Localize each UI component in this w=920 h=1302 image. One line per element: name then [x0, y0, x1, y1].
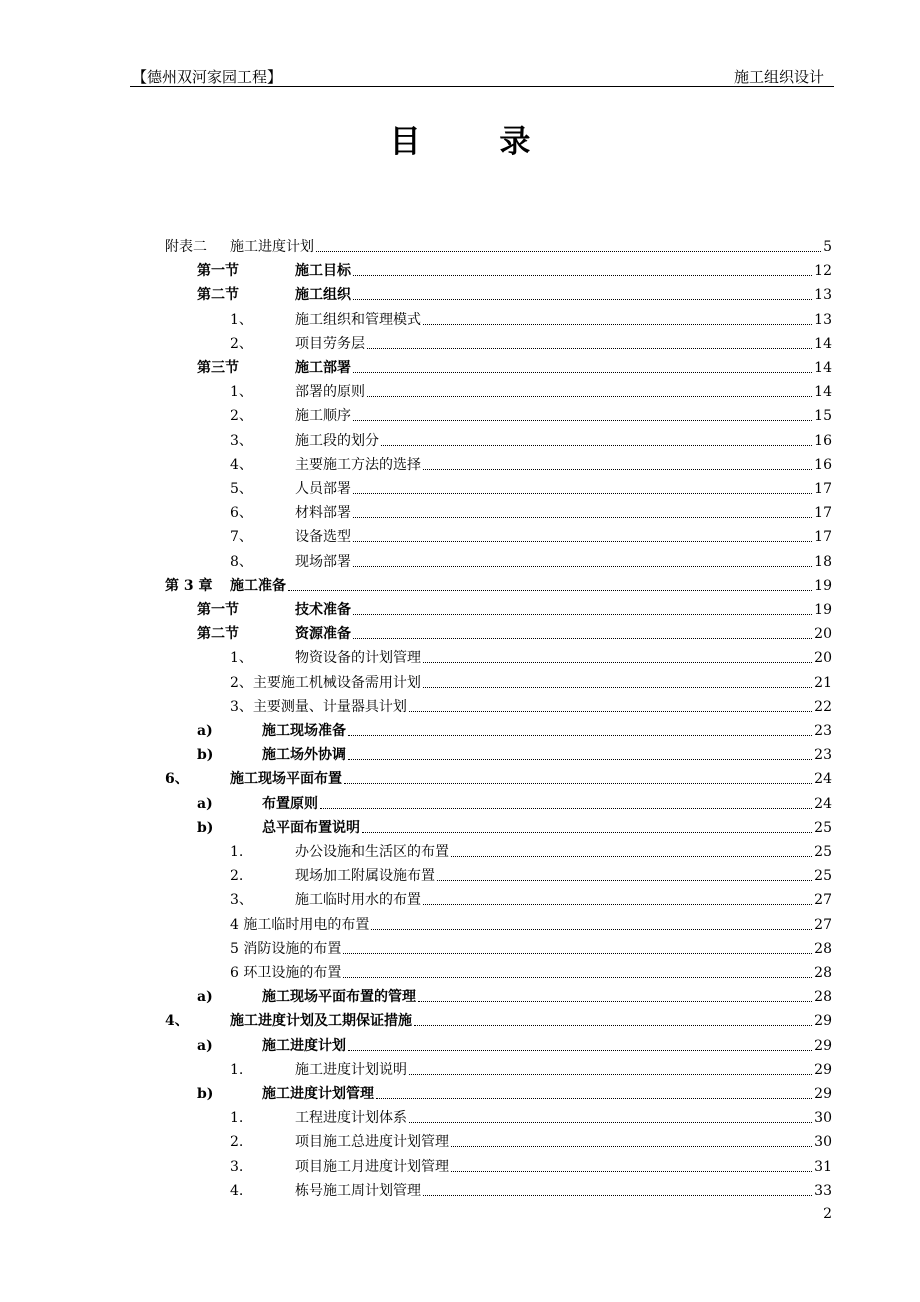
running-header [130, 64, 834, 87]
toc-entry-title: 总平面布置说明 [262, 819, 360, 836]
toc-entry-number: 1、 [230, 311, 253, 328]
toc-entry[interactable] [230, 426, 832, 450]
toc-entry-title: 工程进度计划体系 [295, 1110, 407, 1127]
toc-dot-leader [423, 649, 812, 667]
toc-entry-title: 技术准备 [295, 602, 351, 618]
toc-entry-number: 1、 [230, 384, 253, 401]
toc-entry-number: 7、 [230, 529, 253, 546]
toc-entry-number: 1、 [230, 650, 253, 667]
toc-entry-page: 29 [814, 1086, 832, 1102]
toc-entry-title: 施工进度计划管理 [262, 1086, 374, 1102]
toc-entry-page: 13 [814, 287, 832, 304]
toc-entry-number: 1. [230, 844, 244, 860]
toc-entry-page: 30 [814, 1134, 832, 1151]
toc-entry[interactable] [230, 837, 832, 861]
toc-entry-title: 主要施工方法的选择 [295, 456, 421, 473]
toc-dot-leader [423, 311, 812, 329]
toc-dot-leader [344, 770, 812, 788]
toc-entry[interactable] [197, 813, 832, 837]
toc-entry-title: 施工组织 [295, 287, 351, 304]
toc-entry-number: 3、 [230, 432, 253, 449]
toc-entry-page: 30 [814, 1110, 832, 1127]
toc-dot-leader [437, 867, 812, 885]
toc-entry-title: 设备选型 [295, 529, 351, 546]
toc-dot-leader [353, 625, 812, 643]
toc-entry-page: 28 [814, 940, 832, 957]
toc-entry[interactable] [230, 885, 832, 909]
toc-entry-title: 2、主要施工机械设备需用计划 [230, 674, 421, 691]
toc-entry-title: 布置原则 [262, 795, 318, 812]
toc-entry[interactable] [230, 547, 832, 571]
toc-entry-title: 施工进度计划 [230, 239, 314, 255]
toc-entry-page: 18 [814, 553, 832, 570]
toc-entry-title: 施工场外协调 [262, 747, 346, 764]
toc-entry-title: 施工临时用水的布置 [295, 892, 421, 909]
toc-entry-title: 6 环卫设施的布置 [230, 965, 342, 981]
toc-entry-title: 项目施工月进度计划管理 [295, 1158, 449, 1175]
toc-entry-page: 20 [814, 626, 832, 643]
toc-entry-page: 20 [814, 650, 832, 667]
toc-entry-page: 23 [814, 747, 832, 764]
toc-entry-number: 3. [230, 1158, 244, 1175]
toc-entry-number: 附表二 [165, 239, 207, 255]
toc-entry-page: 22 [814, 698, 832, 715]
toc-entry-title: 物资设备的计划管理 [295, 650, 421, 667]
toc-entry[interactable] [230, 643, 832, 667]
toc-entry-title: 部署的原则 [295, 384, 365, 401]
toc-entry-number: 第二节 [197, 287, 239, 304]
toc-entry-title: 施工进度计划说明 [295, 1061, 407, 1078]
toc-entry[interactable] [230, 1103, 832, 1127]
toc-entry-page: 13 [814, 311, 832, 328]
toc-dot-leader [418, 988, 812, 1006]
toc-entry-number: b) [197, 1086, 214, 1102]
toc-entry-title: 施工段的划分 [295, 432, 379, 449]
toc-entry[interactable] [197, 353, 832, 377]
toc-entry-number: 6、 [230, 505, 253, 522]
toc-entry[interactable] [197, 1031, 832, 1055]
toc-entry-number: b) [197, 819, 214, 836]
toc-entry-title: 施工现场平面布置 [230, 771, 342, 788]
toc-entry[interactable] [230, 861, 832, 885]
toc-entry[interactable] [197, 619, 832, 643]
toc-dot-leader [353, 359, 812, 377]
toc-entry-number: a) [197, 989, 213, 1006]
toc-entry[interactable] [165, 571, 832, 595]
toc-entry-number: 第二节 [197, 626, 239, 643]
toc-entry-title: 材料部署 [295, 505, 351, 522]
toc-entry-title: 施工准备 [230, 577, 286, 594]
toc-entry[interactable] [230, 474, 832, 498]
toc-entry-page: 25 [814, 819, 832, 836]
toc-entry[interactable] [230, 522, 832, 546]
toc-entry-title: 资源准备 [295, 626, 351, 643]
toc-dot-leader [348, 746, 812, 764]
toc-dot-leader [343, 940, 812, 958]
toc-dot-leader [353, 480, 812, 498]
toc-entry-title: 5 消防设施的布置 [230, 940, 342, 957]
toc-entry-number: 2、 [230, 408, 253, 425]
toc-entry[interactable] [230, 1055, 832, 1079]
toc-entry[interactable] [165, 1006, 832, 1030]
toc-entry-title: 3、主要测量、计量器具计划 [230, 698, 407, 715]
toc-entry[interactable] [197, 256, 832, 280]
toc-entry-number: 1. [230, 1061, 244, 1078]
toc-entry-page: 17 [814, 505, 832, 522]
toc-dot-leader [353, 504, 812, 522]
toc-entry-number: 4、 [165, 1013, 189, 1030]
toc-entry[interactable] [197, 280, 832, 304]
toc-dot-leader [451, 843, 812, 861]
page-number: 2 [823, 1206, 832, 1222]
toc-entry-page: 12 [814, 263, 832, 280]
toc-entry-page: 14 [814, 335, 832, 352]
toc-dot-leader [409, 1109, 812, 1127]
toc-entry-title: 施工现场准备 [262, 723, 346, 739]
toc-dot-leader [409, 1061, 812, 1079]
toc-entry[interactable] [230, 1127, 832, 1151]
toc-entry[interactable] [230, 958, 832, 982]
toc-dot-leader [423, 674, 812, 692]
toc-entry-page: 27 [814, 916, 832, 933]
toc-entry[interactable] [230, 692, 832, 716]
toc-dot-leader [353, 601, 812, 619]
header-document-type: 施工组织设计 [733, 68, 824, 86]
toc-entry-number: 2、 [230, 335, 253, 352]
toc-entry-number: 2. [230, 1134, 244, 1151]
toc-entry-number: 第一节 [197, 263, 239, 280]
toc-dot-leader [451, 1133, 812, 1151]
toc-entry-page: 28 [814, 965, 832, 981]
toc-entry-page: 29 [814, 1061, 832, 1078]
toc-entry-number: b) [197, 747, 214, 764]
toc-entry-number: 第 3 章 [165, 577, 213, 594]
toc-dot-leader [414, 1012, 812, 1030]
toc-entry-number: 6、 [165, 771, 189, 788]
toc-entry[interactable] [230, 1176, 832, 1200]
toc-entry-title: 办公设施和生活区的布置 [295, 844, 449, 860]
toc-entry-number: 第一节 [197, 602, 239, 618]
toc-dot-leader [409, 698, 812, 716]
toc-entry-page: 25 [814, 844, 832, 860]
toc-entry-page: 28 [814, 989, 832, 1006]
toc-entry[interactable] [230, 910, 832, 934]
toc-entry-number: a) [197, 795, 213, 812]
toc-entry[interactable] [165, 232, 832, 256]
toc-entry-title: 人员部署 [295, 481, 351, 497]
toc-entry-page: 14 [814, 384, 832, 401]
toc-entry-page: 19 [814, 602, 832, 618]
toc-entry-number: 3、 [230, 892, 253, 909]
toc-dot-leader [353, 528, 812, 546]
toc-entry-page: 16 [814, 456, 832, 473]
toc-dot-leader [353, 407, 812, 425]
toc-entry-number: 1. [230, 1110, 244, 1127]
page-title: 目 录 [389, 124, 565, 160]
toc-entry-title: 施工目标 [295, 263, 351, 280]
toc-dot-leader [348, 1037, 812, 1055]
toc-dot-leader [381, 432, 812, 450]
toc-entry-number: a) [197, 1037, 213, 1054]
toc-entry[interactable] [230, 934, 832, 958]
toc-entry-page: 23 [814, 723, 832, 739]
toc-entry-page: 25 [814, 868, 832, 885]
toc-entry-number: 第三节 [197, 360, 239, 376]
toc-entry[interactable] [230, 498, 832, 522]
toc-entry-title: 施工部署 [295, 360, 351, 376]
toc-entry-title: 现场部署 [295, 553, 351, 570]
toc-entry-page: 17 [814, 529, 832, 546]
toc-entry-page: 31 [814, 1158, 832, 1175]
toc-dot-leader [376, 1085, 812, 1103]
toc-entry[interactable] [230, 329, 832, 353]
toc-dot-leader [423, 1182, 812, 1200]
toc-entry-title: 施工现场平面布置的管理 [262, 989, 416, 1006]
toc-entry[interactable] [197, 740, 832, 764]
toc-entry-page: 16 [814, 432, 832, 449]
toc-entry-number: 4. [230, 1182, 244, 1199]
toc-entry-title: 栋号施工周计划管理 [295, 1182, 421, 1199]
toc-dot-leader [320, 795, 812, 813]
toc-entry-title: 施工进度计划 [262, 1037, 346, 1054]
toc-entry-page: 27 [814, 892, 832, 909]
toc-dot-leader [423, 891, 812, 909]
toc-entry[interactable] [165, 764, 832, 788]
toc-entry-page: 15 [814, 408, 832, 425]
toc-dot-leader [353, 262, 812, 280]
toc-entry-page: 21 [814, 674, 832, 691]
toc-dot-leader [423, 456, 812, 474]
toc-dot-leader [353, 553, 812, 571]
toc-entry-page: 29 [814, 1037, 832, 1054]
toc-entry-number: a) [197, 723, 213, 739]
toc-entry[interactable] [197, 982, 832, 1006]
toc-entry[interactable] [197, 716, 832, 740]
toc-entry-number: 5、 [230, 481, 253, 497]
toc-entry[interactable] [230, 668, 832, 692]
toc-entry[interactable] [197, 1079, 832, 1103]
toc-dot-leader [353, 286, 812, 304]
toc-entry-page: 19 [814, 577, 832, 594]
toc-dot-leader [316, 238, 821, 256]
toc-entry[interactable] [197, 595, 832, 619]
toc-entry-page: 5 [823, 239, 832, 255]
toc-dot-leader [367, 383, 812, 401]
toc-entry-page: 33 [814, 1182, 832, 1199]
toc-entry-title: 4 施工临时用电的布置 [230, 916, 370, 933]
toc-entry[interactable] [197, 789, 832, 813]
toc-entry-title: 施工组织和管理模式 [295, 311, 421, 328]
toc-entry-page: 24 [814, 795, 832, 812]
toc-dot-leader [371, 916, 812, 934]
toc-entry[interactable] [230, 305, 832, 329]
toc-dot-leader [343, 964, 812, 982]
toc-entry-number: 2. [230, 868, 244, 885]
toc-entry[interactable] [230, 377, 832, 401]
toc-dot-leader [367, 335, 812, 353]
toc-entry-page: 14 [814, 360, 832, 376]
toc-dot-leader [451, 1158, 812, 1176]
toc-entry-page: 29 [814, 1013, 832, 1030]
toc-entry-page: 17 [814, 481, 832, 497]
toc-entry-page: 24 [814, 771, 832, 788]
toc-entry-title: 施工顺序 [295, 408, 351, 425]
toc-entry-number: 8、 [230, 553, 253, 570]
toc-entry[interactable] [230, 450, 832, 474]
toc-entry-number: 4、 [230, 456, 253, 473]
toc-entry-title: 现场加工附属设施布置 [295, 868, 435, 885]
toc-dot-leader [348, 722, 812, 740]
header-project-name: 【德州双河家园工程】 [132, 68, 283, 86]
toc-entry-title: 施工进度计划及工期保证措施 [230, 1013, 412, 1030]
toc-entry-title: 项目施工总进度计划管理 [295, 1134, 449, 1151]
toc-entry-title: 项目劳务层 [295, 335, 365, 352]
toc-dot-leader [288, 577, 812, 595]
toc-dot-leader [362, 819, 812, 837]
toc-entry[interactable] [230, 1152, 832, 1176]
toc-entry[interactable] [230, 401, 832, 425]
